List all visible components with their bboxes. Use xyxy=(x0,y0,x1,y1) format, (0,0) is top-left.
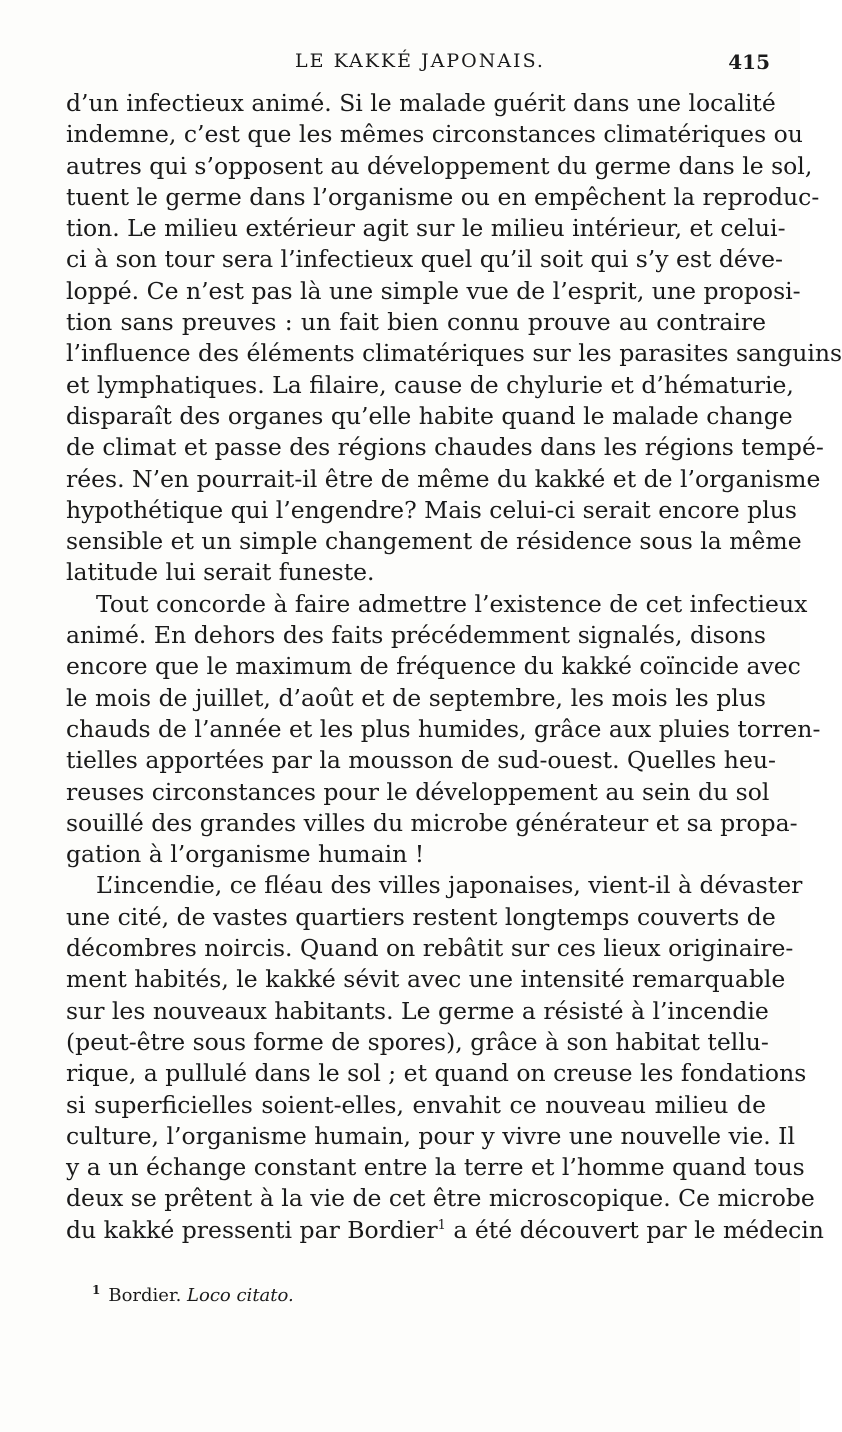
running-title: LE KAKKÉ JAPONAIS. xyxy=(295,50,545,72)
footnote-mark: 1 xyxy=(92,1283,101,1297)
text-line: souillé des grandes villes du microbe générateur et sa propa- xyxy=(66,808,798,837)
text-line: loppé. Ce n’est pas là une simple vue de l’esprit, une proposi- xyxy=(66,276,801,305)
paragraph-end-line: latitude lui serait funeste. xyxy=(66,558,375,587)
text-line: disparaît des organes qu’elle habite quand le malade change xyxy=(66,401,793,430)
text-line: ment habités, le kakké sévit avec une intensité remarquable xyxy=(66,965,786,994)
text-line: décombres noircis. Quand on rebâtit sur ces lieux originaire- xyxy=(66,934,794,963)
text-line: tielles apportées par la mousson de sud-ouest. Quelles heu- xyxy=(66,746,776,775)
text-line: tuent le germe dans l’organisme ou en empêchent la reproduc- xyxy=(66,182,820,211)
paragraph-start-line: Tout concorde à faire admettre l’existence de cet infectieux xyxy=(96,589,808,618)
text-line: reuses circonstances pour le développement au sein du sol xyxy=(66,777,770,806)
footnote-author: Bordier. xyxy=(108,1285,182,1306)
text-line: sur les nouveaux habitants. Le germe a résisté à l’incendie xyxy=(66,996,769,1025)
text-line: rées. N’en pourrait-il être de même du kakké et de l’organisme xyxy=(66,464,821,493)
text-line: tion. Le milieu extérieur agit sur le milieu intérieur, et celui- xyxy=(66,214,786,243)
text-line: une cité, de vastes quartiers restent longtemps couverts de xyxy=(66,902,776,931)
text-line: autres qui s’opposent au développement du germe dans le sol, xyxy=(66,151,813,180)
text-line: et lymphatiques. La filaire, cause de chylurie et d’hématurie, xyxy=(66,370,794,399)
page-number: 415 xyxy=(728,50,770,74)
text-line: ci à son tour sera l’infectieux quel qu’il soit qui s’y est déve- xyxy=(66,245,783,274)
text-line: rique, a pullulé dans le sol ; et quand on creuse les fondations xyxy=(66,1059,807,1088)
footnote xyxy=(92,1283,294,1306)
text-line: hypothétique qui l’engendre? Mais celui-ci serait encore plus xyxy=(66,495,797,524)
text-line: culture, l’organisme humain, pour y vivre une nouvelle vie. Il xyxy=(66,1121,795,1150)
paragraph-start-line: L’incendie, ce fléau des villes japonaises, vient-il à dévaster xyxy=(96,871,803,900)
paragraph-end-line: gation à l’organisme humain ! xyxy=(66,840,425,869)
text-line: si superficielles soient-elles, envahit ce nouveau milieu de xyxy=(66,1090,766,1119)
text-line-with-footnote-ref xyxy=(66,1215,824,1246)
text-line: de climat et passe des régions chaudes dans les régions tempé- xyxy=(66,433,824,462)
text-line: deux se prêtent à la vie de cet être microscopique. Ce microbe xyxy=(66,1184,815,1213)
footnote-citation: Loco citato. xyxy=(187,1285,294,1306)
text-line: l’influence des éléments climatériques sur les parasites sanguins xyxy=(66,339,842,368)
body-text xyxy=(66,88,842,1246)
text-segment: a été découvert par le médecin xyxy=(445,1215,824,1244)
text-segment: du kakké pressenti par Bordier xyxy=(66,1215,438,1244)
text-line: sensible et un simple changement de résidence sous la même xyxy=(66,527,802,556)
text-line: tion sans preuves : un fait bien connu prouve au contraire xyxy=(66,308,766,337)
text-line: encore que le maximum de fréquence du kakké coïncide avec xyxy=(66,652,801,681)
footnote-reference: 1 xyxy=(437,1217,446,1233)
text-line: d’un infectieux animé. Si le malade guérit dans une localité xyxy=(66,89,776,117)
text-line: chauds de l’année et les plus humides, grâce aux pluies torren- xyxy=(66,714,821,743)
text-line: (peut-être sous forme de spores), grâce à son habitat tellu- xyxy=(66,1027,769,1056)
text-line: y a un échange constant entre la terre et l’homme quand tous xyxy=(66,1153,805,1182)
text-line: indemne, c’est que les mêmes circonstances climatériques ou xyxy=(66,120,803,149)
text-line: le mois de juillet, d’août et de septembre, les mois les plus xyxy=(66,683,766,712)
running-head xyxy=(70,50,770,80)
text-line: animé. En dehors des faits précédemment signalés, disons xyxy=(66,621,766,650)
